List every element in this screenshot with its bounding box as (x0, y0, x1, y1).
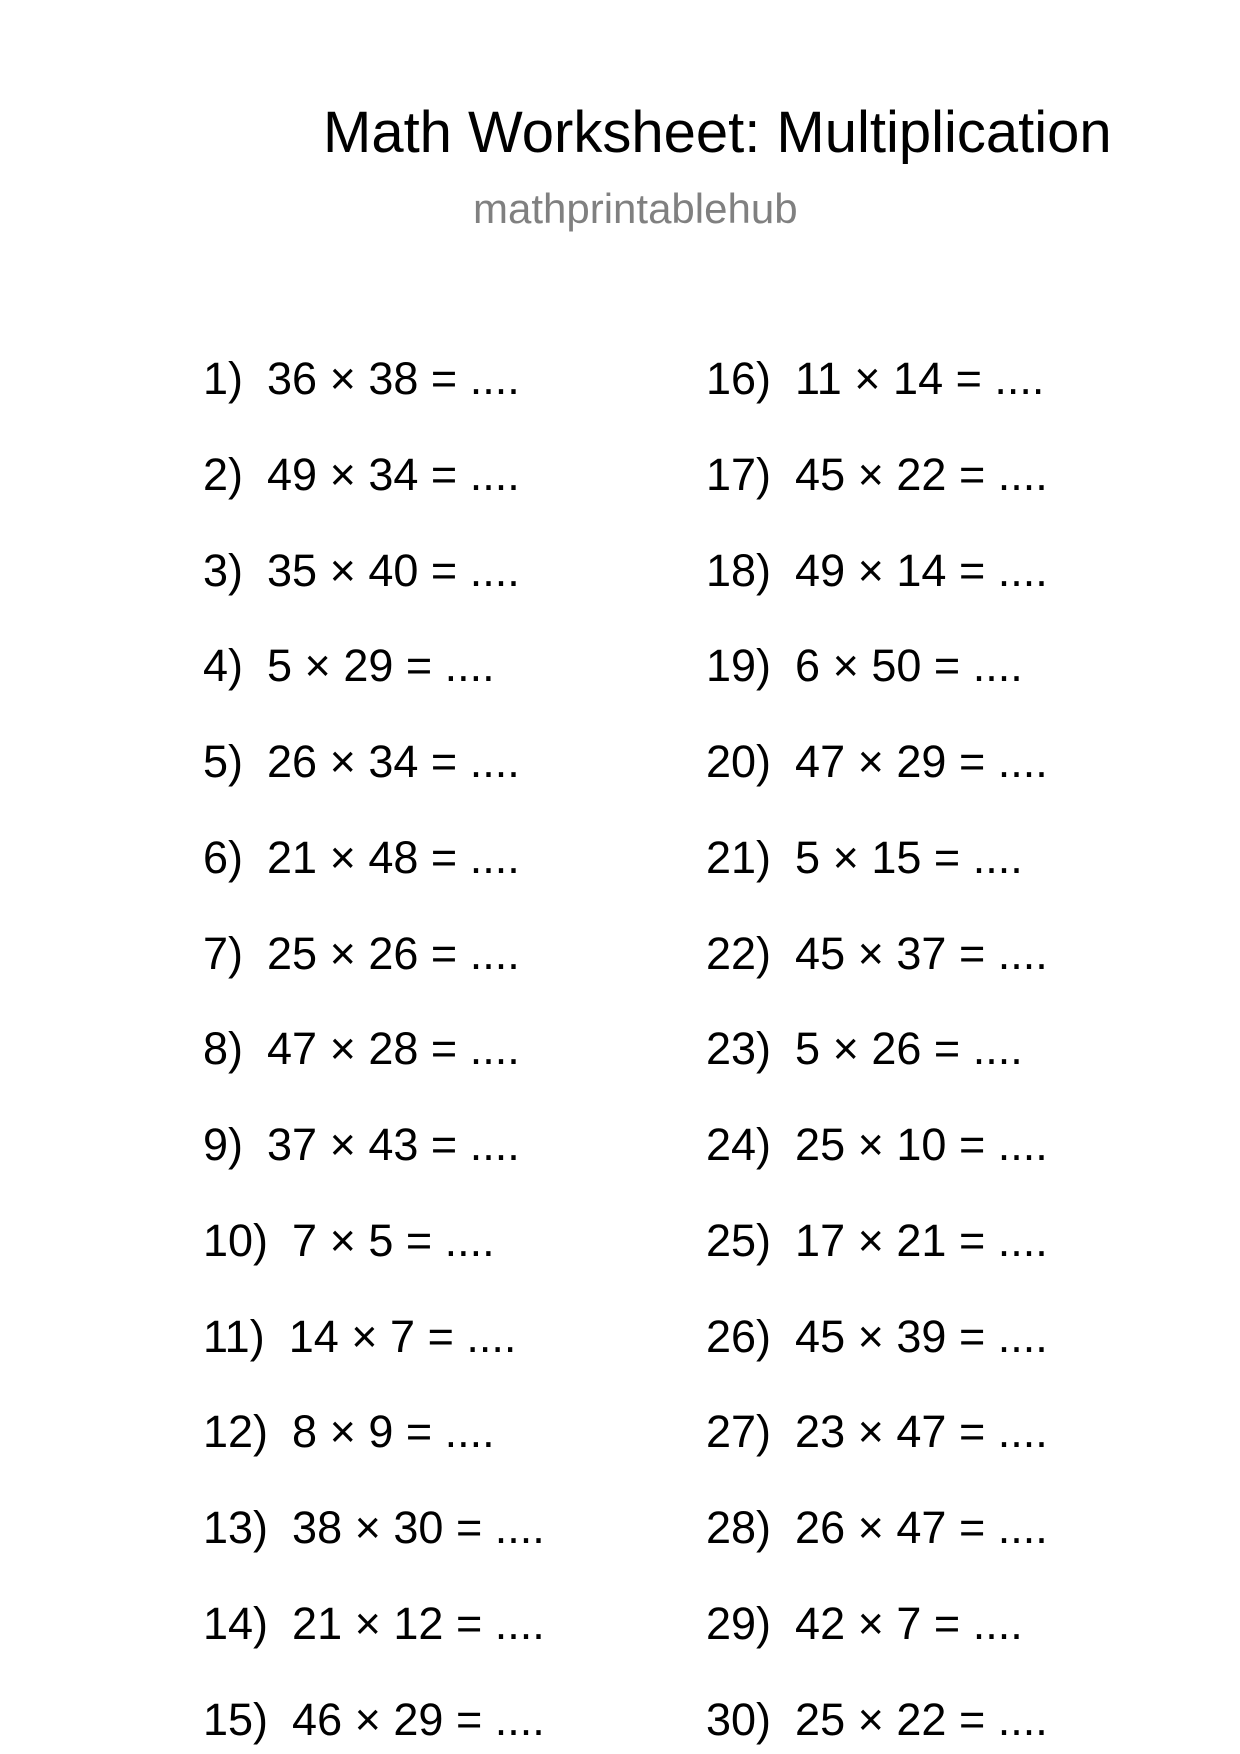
problem-expression: 38 × 30 = .... (292, 1502, 545, 1553)
problem-item (203, 544, 520, 598)
problem-item (203, 448, 520, 502)
problem-expression: 21 × 12 = .... (292, 1598, 545, 1649)
problem-number: 9) (203, 1119, 244, 1170)
problem-number: 14) (203, 1598, 269, 1649)
problem-number: 22) (706, 928, 772, 979)
problem-item (706, 927, 1048, 981)
problem-number: 12) (203, 1406, 269, 1457)
problem-item (203, 639, 495, 693)
problem-number: 18) (706, 545, 772, 596)
problem-item (203, 1022, 520, 1076)
problem-expression: 14 × 7 = .... (288, 1311, 517, 1362)
problem-number: 15) (203, 1694, 269, 1745)
problem-number: 4) (203, 640, 244, 691)
site-name: mathprintablehub (473, 185, 798, 232)
problem-number: 8) (203, 1023, 244, 1074)
problem-number: 27) (706, 1406, 772, 1457)
problem-item (706, 1022, 1023, 1076)
problem-expression: 26 × 34 = .... (267, 736, 520, 787)
problem-expression: 42 × 7 = .... (795, 1598, 1023, 1649)
problem-number: 19) (706, 640, 772, 691)
problem-number: 17) (706, 449, 772, 500)
problem-number: 1) (203, 353, 244, 404)
problem-expression: 6 × 50 = .... (795, 640, 1023, 691)
problem-item (706, 1310, 1048, 1364)
problem-number: 21) (706, 832, 772, 883)
problem-expression: 7 × 5 = .... (292, 1215, 495, 1266)
problem-number: 2) (203, 449, 244, 500)
problem-item (706, 544, 1048, 598)
problem-number: 11) (203, 1311, 265, 1362)
problem-expression: 5 × 26 = .... (795, 1023, 1023, 1074)
problem-number: 30) (706, 1694, 772, 1745)
problem-item (706, 639, 1023, 693)
problem-expression: 47 × 29 = .... (795, 736, 1048, 787)
problem-number: 26) (706, 1311, 772, 1362)
problem-item (203, 1501, 545, 1555)
problem-item (706, 448, 1048, 502)
problem-item (706, 1501, 1048, 1555)
problem-number: 5) (203, 736, 244, 787)
problem-expression: 23 × 47 = .... (795, 1406, 1048, 1457)
problem-item (706, 1118, 1048, 1172)
problem-expression: 46 × 29 = .... (292, 1694, 545, 1745)
problem-number: 23) (706, 1023, 772, 1074)
problem-expression: 36 × 38 = .... (267, 353, 520, 404)
problem-item (706, 1405, 1048, 1459)
problem-expression: 49 × 34 = .... (267, 449, 520, 500)
problem-expression: 5 × 29 = .... (267, 640, 495, 691)
problem-item (203, 1118, 520, 1172)
problem-expression: 8 × 9 = .... (292, 1406, 495, 1457)
problem-number: 13) (203, 1502, 269, 1553)
problem-number: 24) (706, 1119, 772, 1170)
problem-expression: 11 × 14 = .... (795, 353, 1045, 404)
problem-item (706, 1214, 1048, 1268)
problem-expression: 26 × 47 = .... (795, 1502, 1048, 1553)
problem-expression: 45 × 22 = .... (795, 449, 1048, 500)
problem-number: 3) (203, 545, 244, 596)
problem-expression: 45 × 37 = .... (795, 928, 1048, 979)
problem-item (203, 1214, 495, 1268)
problem-item (203, 1310, 516, 1364)
problem-expression: 45 × 39 = .... (795, 1311, 1048, 1362)
problem-expression: 25 × 26 = .... (267, 928, 520, 979)
problem-expression: 37 × 43 = .... (267, 1119, 520, 1170)
problem-number: 20) (706, 736, 772, 787)
problem-item (203, 1597, 545, 1651)
problem-expression: 47 × 28 = .... (267, 1023, 520, 1074)
problem-number: 6) (203, 832, 244, 883)
problem-item (203, 735, 520, 789)
problem-item (706, 1693, 1048, 1747)
problem-expression: 17 × 21 = .... (795, 1215, 1048, 1266)
problem-item (706, 1597, 1023, 1651)
problem-item (203, 831, 520, 885)
problem-expression: 35 × 40 = .... (267, 545, 520, 596)
page-title: Math Worksheet: Multiplication (323, 100, 1112, 165)
problem-item (203, 927, 520, 981)
problem-item (706, 831, 1023, 885)
problem-item (706, 352, 1044, 406)
problem-number: 10) (203, 1215, 269, 1266)
problem-item (203, 1405, 495, 1459)
problem-number: 16) (706, 353, 772, 404)
problem-number: 25) (706, 1215, 772, 1266)
problem-item (706, 735, 1048, 789)
problem-expression: 49 × 14 = .... (795, 545, 1048, 596)
problem-number: 29) (706, 1598, 772, 1649)
problem-expression: 21 × 48 = .... (267, 832, 520, 883)
problem-expression: 25 × 22 = .... (795, 1694, 1048, 1745)
problem-expression: 25 × 10 = .... (795, 1119, 1048, 1170)
problem-number: 28) (706, 1502, 772, 1553)
problem-expression: 5 × 15 = .... (795, 832, 1023, 883)
problem-number: 7) (203, 928, 244, 979)
problem-item (203, 1693, 545, 1747)
problem-item (203, 352, 520, 406)
